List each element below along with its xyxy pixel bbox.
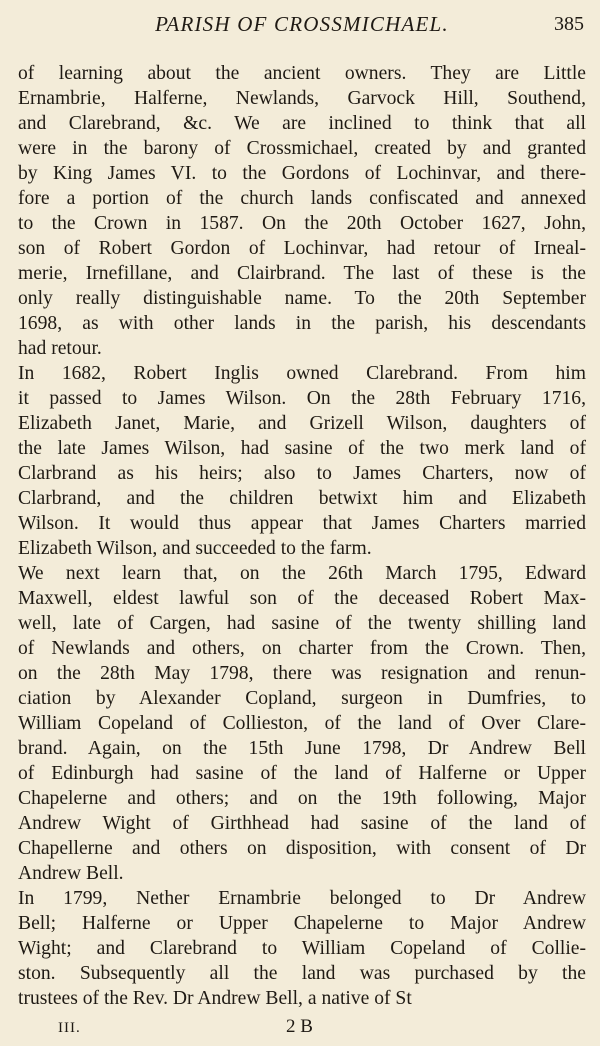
text-line: fore a portion of the church lands confiscated and annexed xyxy=(18,188,586,209)
text-line: well, late of Cargen, had sasine of the twenty shilling land xyxy=(18,613,586,634)
text-line: Chapelerne and others; and on the 19th following, Major xyxy=(18,788,586,809)
paragraph xyxy=(18,561,586,886)
text-line: Andrew Wight of Girthhead had sasine of the land of xyxy=(18,813,586,834)
text-line: Clarbrand, and the children betwixt him and Elizabeth xyxy=(18,488,586,509)
text-line: of Edinburgh had sasine of the land of Halferne or Upper xyxy=(18,763,586,784)
paragraph xyxy=(18,361,586,561)
text-line: Andrew Bell. xyxy=(18,863,124,884)
text-line: and Clarebrand, &c. We are inclined to think that all xyxy=(18,113,586,134)
text-line: of Newlands and others, on charter from the Crown. Then, xyxy=(18,638,586,659)
text-line: We next learn that, on the 26th March 1795, Edward xyxy=(18,563,586,584)
text-line: Bell; Halferne or Upper Chapelerne to Major Andrew xyxy=(18,913,586,934)
text-line: had retour. xyxy=(18,338,102,359)
text-line: 1698, as with other lands in the parish, his descendants xyxy=(18,313,586,334)
running-title: PARISH OF CROSSMICHAEL. xyxy=(155,12,449,36)
text-line: Ernambrie, Halferne, Newlands, Garvock Hill, Southend, xyxy=(18,88,586,109)
paragraph xyxy=(18,61,586,361)
text-line: Chapellerne and others on disposition, with consent of Dr xyxy=(18,838,586,859)
paragraph xyxy=(18,886,586,1011)
running-head xyxy=(18,12,586,46)
text-line: Maxwell, eldest lawful son of the deceased Robert Max- xyxy=(18,588,586,609)
text-line: of learning about the ancient owners. They are Little xyxy=(18,63,586,84)
body-text xyxy=(18,61,586,1011)
volume-marker: III. xyxy=(58,1020,81,1036)
page-number: 385 xyxy=(554,13,584,35)
text-line: brand. Again, on the 15th June 1798, Dr Andrew Bell xyxy=(18,738,586,759)
text-line: Wilson. It would thus appear that James Charters married xyxy=(18,513,586,534)
text-line: William Copeland of Collieston, of the land of Over Clare- xyxy=(18,713,586,734)
text-line: In 1682, Robert Inglis owned Clarebrand. From him xyxy=(18,363,586,384)
text-line: to the Crown in 1587. On the 20th October 1627, John, xyxy=(18,213,586,234)
text-line: on the 28th May 1798, there was resignation and renun- xyxy=(18,663,586,684)
text-line: trustees of the Rev. Dr Andrew Bell, a native of St xyxy=(18,988,412,1009)
text-line: In 1799, Nether Ernambrie belonged to Dr Andrew xyxy=(18,888,586,909)
text-line: ciation by Alexander Copland, surgeon in Dumfries, to xyxy=(18,688,586,709)
text-line: ston. Subsequently all the land was purchased by the xyxy=(18,963,586,984)
text-line: only really distinguishable name. To the 20th September xyxy=(18,288,586,309)
text-line: merie, Irnefillane, and Clairbrand. The last of these is the xyxy=(18,263,586,284)
text-line: Wight; and Clarebrand to William Copeland of Collie- xyxy=(18,938,586,959)
signature-mark: 2 B xyxy=(286,1016,313,1037)
text-line: it passed to James Wilson. On the 28th February 1716, xyxy=(18,388,586,409)
text-line: by King James VI. to the Gordons of Lochinvar, and there- xyxy=(18,163,586,184)
text-line: Elizabeth Wilson, and succeeded to the farm. xyxy=(18,538,372,559)
text-line: were in the barony of Crossmichael, created by and granted xyxy=(18,138,586,159)
text-line: son of Robert Gordon of Lochinvar, had retour of Irneal- xyxy=(18,238,586,259)
text-line: Elizabeth Janet, Marie, and Grizell Wilson, daughters of xyxy=(18,413,586,434)
text-line: the late James Wilson, had sasine of the two merk land of xyxy=(18,438,586,459)
text-line: Clarbrand as his heirs; also to James Charters, now of xyxy=(18,463,586,484)
